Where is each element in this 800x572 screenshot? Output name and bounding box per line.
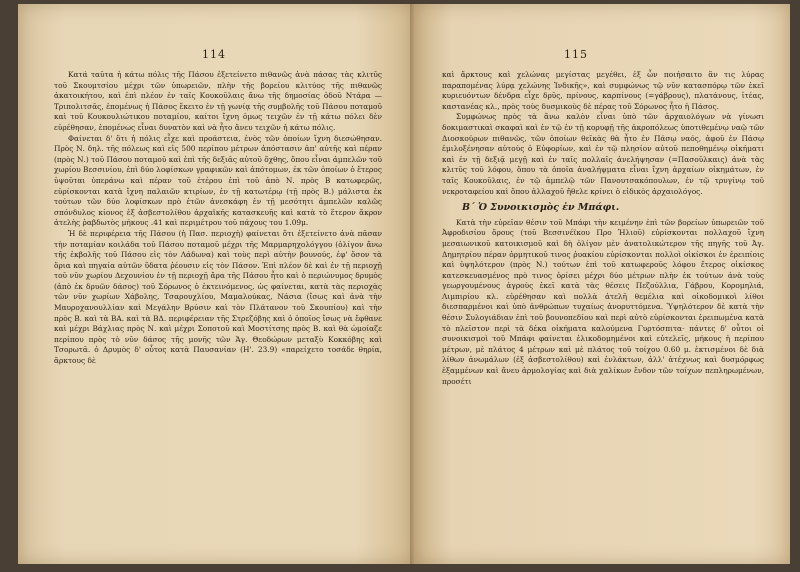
section-heading: Β΄ Ὁ Συνοικισμὸς ἐν Μπάφι. bbox=[462, 202, 620, 214]
paragraph: Συμφώνως πρὸς τὰ ἄνω καλὸν εἶναι ὑπὸ τῶν ἀρχαιολόγων νὰ γίνωσι δοκιμαστικαὶ σκαφαὶ καὶ ἐν τῷ ἐν τῇ κορυφῇ τῆς ἀκροπόλεως ὑποτιθεμένῳ ναῷ τῶν Διοσκούρων πιθανῶς, τῶν ὁποίων θεῖκὰς θὰ ἦτο ἐν Πάσῳ ναός, ἀφοῦ ἐν Πάσῳ ἐμιλοξένησαν αὐτοὺς ὁ Εὐφορίων, καὶ ἐν τῷ πλησίον αὐτοῦ πεποθημένῳ οἰκήματι καὶ ἐν τῇ δεξιᾷ μεγῇ καὶ ἐν ταῖς πολλαῖς ἀνελήψησαν (=Πασοῦλκαις) ἀνὰ τὰς κλιτῦς τοῦ λόφου, ὅπου τὰ ὁποῖα ἀναλήψματα εἶναι ἴχνη ἀρχαίων οἰκημάτων, ἐν ταῖς Κουκοῦλαις, ἐν τῷ ἀμπελῷ τῶν Πανουτσακόπουλων, ἐν τῷ τρυγίνῳ τοῦ νεκροταφείου καὶ ὅπου ἀλλαχοῦ ἤθελε κρίνει ὁ εἰδικὸς ἀρχαιολόγος. bbox=[442, 112, 764, 196]
paragraph: Κατὰ τὴν εὐρεῖαν θέσιν τοῦ Μπάφι τὴν κειμένην ἐπὶ τῶν βορείων ὑπωρειῶν τοῦ Ἀφροδισίου ὄρους (τοῦ Βεσσινέϊκου Προ Ἡλιοῦ) εὑρίσκονται πολλαχοῦ ἴχνη μεσαιωνικοῦ κατοικισμοῦ καὶ δὴ ὀλίγον μὲν ἀνατολικώτερον τῆς πηγῆς τοῦ Ἀγ. Δημητρίου πέραν ὁρμητικοῦ τινος ῥυακίου εὑρίσκονται πολλοὶ οἰκίσκοι ἐν ἐρειπίοις καὶ ὑψηλότερον (πρὸς Ν.) τούτων ἐπὶ τοῦ κατωφεροῦς λόφου ἕτερος οἰκίσκος κατεσκευασμένος πρὸ τινος ὁρίσει μέχρι δύο μέτρων πλὴν ἐκ τούτων ἀνὰ τοὺς γεωργουμένους ἀγροὺς ἐκεῖ κατὰ τὰς θέσεις Πεζούλλια, Γάβρου, Κορομηλιά, Λιμπιρίου κλ. εὑρέθησαν καὶ πολλὰ ἀτελῆ θεμέλια καὶ οἰκοδομικοὶ λίθοι διεσπαρμένοι καὶ ὑπὸ ἀνθρώπων τυχαίως ἀνορυττόμενα. Ὑψηλότερον δὲ κατὰ τὴν θέσιν Συλογιάδιαν ἐπὶ τοῦ βουνοπεδίου καὶ περὶ αὐτὸ εὑρίσκονται ἐρειπωμένα κατὰ τὸ πλεῖστον περὶ τὰ δέκα οἰκήματα καλούμενα Γυρτόσπιτα· πάντες δ' οὗτοι οἱ συνοικισμοὶ τοῦ Μπάφι φαίνεται ἐλικοδομημένοι καὶ εὐτελεῖς, μήκους ἡ περίπου μέτρων, μὲ πλάτος 4 μέτρων καὶ μὲ πλάτος τοῦ τοίχου 0.60 μ. ἐκτισμένοι δὲ διὰ λίθων ἀνωμάλων (ἐξ ἀσβεστολίθου) καὶ ἐνλάκτων, ἀλλ' ἀτέχνως καὶ δυσμόρφως ἐξαμμένων καὶ ἄνευ ἀρμολογίας καὶ διὰ χαλίκων ἔνδον τῶν τοίχων πεπληρωμένων, προσέτι bbox=[442, 217, 764, 386]
left-page bbox=[18, 4, 414, 564]
page-number-left: 114 bbox=[202, 48, 226, 61]
paragraph: Κατά ταῦτα ἡ κάτω πόλις τῆς Πάσου ἐξετείνετο πιθανῶς ἀνὰ πάσας τὰς κλιτῦς τοῦ Σκουμτσίου μέχρι τῶν ὑπωρειῶν, πλὴν τῆς βορείου κλιτύος τῆς πιθανῶς ἀκατοικήτου, καὶ ἐπὶ πλέον ἐν ταῖς Κουκοῦλαις ἄνω τῆς δημοσίας ὁδοῦ Ντάρα — Τριπολιτσᾶς, ἐπομένως ἡ Πάσος ἔκειτο ἐν τῇ γωνίᾳ τῆς συμβολῆς τοῦ Πάσου ποταμοῦ καὶ τοῦ Κουκουλιώτικου ποταμίου, καίτοι ἴχνη ὁμως τειχῶν ἐν τῇ κάτω πόλει δὲν εὑρέθησαν, ἐπομένως εἶναι δυνατὸν καὶ νὰ ἦτο ἄνευ τειχῶν ἡ κάτω πόλις. bbox=[54, 70, 382, 132]
paragraph: Ἡ δὲ περιφέρεια τῆς Πάσου (ἡ Πασ. περιοχὴ) φαίνεται ὅτι ἐξετείνετο ἀνὰ πᾶσαν τὴν ποταμίαν κοιλάδα τοῦ Πάσου ποταμοῦ μέχρι τῆς Μαρμαρηχολόγγου (ὀλίγον ἄνω τῆς ἐκβολῆς τοῦ Πάσου εἰς τὸν Λάδωνα) καὶ τοὺς περὶ αὐτὴν βουνούς, ἐφ' ὅσον τὰ ὅρια καὶ πηγαία αὐτῶν ὕδατα ῥέουσιν εἰς τὸν Πάσον. Ἐπὶ πλέον δὲ καὶ ἐν τῇ περιοχῇ τοῦ νῦν χωρίου Δεχουνίου ἐν τῇ περιοχῇ ἄρα τῆς Πάσου ἦτο καὶ ὁ περιώνυμος δρυμὸς (ἀπὸ ἐκ δρυῶν δάσος) τοῦ Σόρωνος ὁ ἐκτεινόμενος, ὡς φαίνεται, κατὰ τὰς περιοχὰς τῶν νῦν χωρίων Χάβολης, Τσαρουχλίου, Μαμαλούκας, Νάσια (ἴσως καὶ ἀνὰ τὴν Μαυροχανουλλίαν καὶ Μεγάλην Βρύσιν καὶ τὸν Πλάτανον τοῦ Σκουπίου) καὶ τὴν πρὸς Β. καὶ τὰ ΒΑ. καὶ τὰ ΒΔ. περιφέρειαν τῆς Στρεζόβης καὶ ὁ ὁποῖος ἴσως νὰ ἔφθανε καὶ μέχρι Βάχλιας πρὸς Ν. καὶ μέχρι Σοποτοῦ καὶ Μοστίτσης πρὸς Β. καὶ θὰ ὡμοίαζε περίπου πρὸς τὸ νῦν δάσος τῆς μονῆς τῶν Ἀγ. Θεοδώρων μεταξὺ Κοκκόβης καὶ Τσορωτᾶ. ὁ Δρυμὸς δ' οὗτος κατὰ Παυσανίαν (Η'. 23.9) «παρείχετο τοσάδε θηρία, ἄρκτους δὲ bbox=[54, 228, 382, 366]
page-number-right: 115 bbox=[564, 48, 588, 61]
left-page-text bbox=[54, 70, 382, 367]
paragraph: Φαίνεται δ' ὅτι ἡ πόλις εἶχε καὶ προάστεια, ἐνὸς τῶν ὁποίων ἴχνη διεσώθησαν. Πρὸς Ν. δηλ. τῆς πόλεως καὶ εἰς 500 περίπου μέτρων ἀπόστασιν ἀπ' αὐτῆς καὶ πέραν (πρὸς Ν.) τοῦ Πάσου ποταμοῦ καὶ ἐπὶ τῆς δεξιᾶς αὐτοῦ ὄχθης, ὅπου εἶναι ἀμπελῶν τοῦ χωρίου Βεσσινίου, ἐπὶ δύο λοφίσκων γραφικῶν καὶ ἀπότομων, ἐκ τῶν ὁποίων ὁ ἕτερος ὑψοῦται ὑπεράνω καὶ πέραν τοῦ ἑτέρου ἐπὶ τοῦ ἀπὸ Ν. πρὸς Β κατωφερῶς, εὑρίσκονται κατὰ ἴχνη παλαιῶν κτιρίων, ἐν τῇ κατωτέρῳ (τῇ πρὸς Β.) μάλιστα ἐκ τούτων τῶν δύο λοφίσκων πρὸ ἐτῶν ἀνεσκάφη ἐν τῇ μεσότητι ἀμπελῶν καλῶς σπόνδυλος κίονος ἐξ ἀσβεστολίθου ἀρχαϊκῆς κατασκευῆς καὶ κατὰ τὸ ἕτερον ἄκρον ἀτελὴς ῥαβδωτὸς μήκους .41 καὶ περιμέτρου τοῦ πάχους του 1.09μ. bbox=[54, 133, 382, 228]
right-page bbox=[414, 4, 790, 564]
book-spread bbox=[18, 4, 790, 564]
right-page-text bbox=[442, 70, 764, 387]
paragraph: καὶ ἄρκτους καὶ χελώνας μεγίστας μεγέθει, ἐξ ὧν ποιήσαιτο ἂν τις λύρας παραπομένας λύρᾳ χελώνης Ἰνδικῆς», καὶ συμφώνως τῷ νῦν κατασπόρῳ τῶν ἐκεῖ κυριευόντων δένδρα εἶχε δρῦς, πρίνους, καρπίνους (=γάβρους), πλατάνους, ἰτέας, καστανέας κλ., πρὸς τοὺς δυσμικοὺς δὲ πέρας τοῦ Σόρωνος ἦτο ἡ Πάσος. bbox=[442, 70, 764, 111]
